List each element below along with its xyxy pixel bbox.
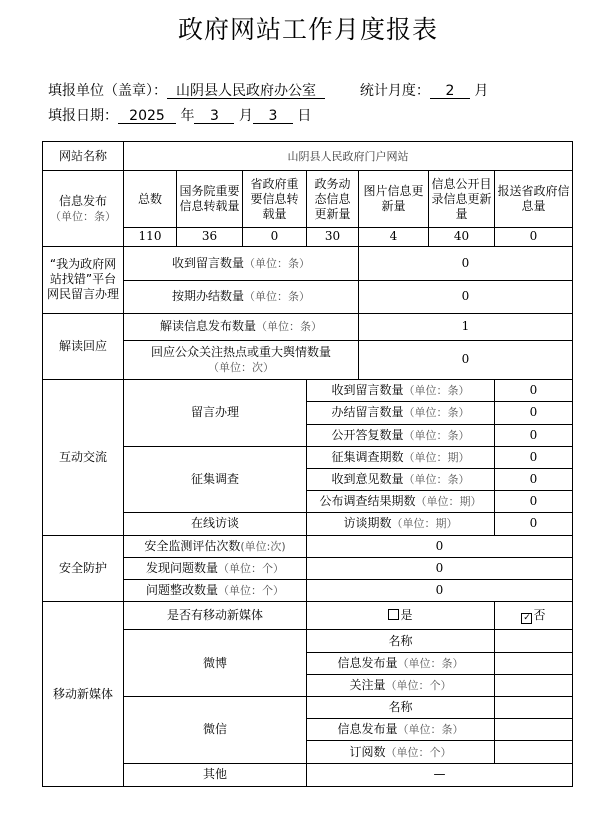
interaction-label: 互动交流 <box>43 380 124 535</box>
info-value-images: 4 <box>359 227 429 246</box>
weibo-name-label: 名称 <box>307 630 495 652</box>
security-row-label: 发现问题数量（单位：个） <box>124 557 307 579</box>
interaction-row-value: 0 <box>495 424 573 446</box>
month-suffix: 月 <box>474 83 489 99</box>
interaction-row-value: 0 <box>495 513 573 535</box>
mobile-label: 移动新媒体 <box>43 602 124 787</box>
received-count-value: 0 <box>359 246 573 280</box>
info-header-province: 省政府重要信息转载量 <box>243 171 307 228</box>
date-label: 填报日期： <box>48 108 118 124</box>
wechat-sub-value <box>495 741 573 763</box>
info-value-catalog: 40 <box>429 227 495 246</box>
weibo-follow-value <box>495 674 573 696</box>
month-unit: 月 <box>238 108 253 124</box>
info-value-report: 0 <box>495 227 573 246</box>
interaction-row-label: 公布调查结果期数（单位：期） <box>307 491 495 513</box>
info-publish-unit: （单位：条） <box>50 209 116 223</box>
security-row-value: 0 <box>307 580 573 602</box>
year-suffix: 年 <box>180 108 195 124</box>
site-name-label: 网站名称 <box>43 142 124 171</box>
has-mobile-label: 是否有移动新媒体 <box>124 602 307 630</box>
interaction-row-label: 公开答复数量（单位：条） <box>307 424 495 446</box>
info-value-total: 110 <box>124 227 177 246</box>
report-title: 政府网站工作月度报表 <box>177 15 438 44</box>
info-header-news: 政务动态信息更新量 <box>307 171 359 228</box>
header-line-1 <box>48 80 488 100</box>
interaction-row-value: 0 <box>495 380 573 402</box>
day-unit: 日 <box>297 108 312 124</box>
interpret-publish-label: 解读信息发布数量（单位：条） <box>124 313 359 340</box>
checkbox-yes-icon[interactable] <box>388 609 399 620</box>
has-mobile-yes[interactable]: 是 <box>307 602 495 630</box>
security-row-value: 0 <box>307 557 573 579</box>
weibo-publish-label: 信息发布量（单位：条） <box>307 652 495 674</box>
month-label: 统计月度： <box>359 83 430 99</box>
interaction-row-value: 0 <box>495 468 573 490</box>
interpret-label: 解读回应 <box>43 313 124 380</box>
weibo-label: 微博 <box>124 630 307 697</box>
weibo-name-value <box>495 630 573 652</box>
info-value-state-council: 36 <box>177 227 243 246</box>
security-row-label: 问题整改数量（单位：个） <box>124 580 307 602</box>
wechat-name-value <box>495 697 573 719</box>
info-value-news: 30 <box>307 227 359 246</box>
security-label: 安全防护 <box>43 535 124 602</box>
find-error-label: “我为政府网站找错”平台网民留言办理 <box>43 246 124 313</box>
info-header-catalog: 信息公开目录信息更新量 <box>429 171 495 228</box>
interview-label: 在线访谈 <box>124 513 307 535</box>
wechat-name-label: 名称 <box>307 697 495 719</box>
interaction-row-label: 收到留言数量（单位：条） <box>307 380 495 402</box>
wechat-label: 微信 <box>124 697 307 764</box>
interaction-row-value: 0 <box>495 491 573 513</box>
interpret-respond-value: 0 <box>359 340 573 379</box>
security-row-label: 安全监测评估次数(单位:次) <box>124 535 307 557</box>
date-month: 3 <box>194 109 234 124</box>
weibo-publish-value <box>495 652 573 674</box>
header-line-2 <box>48 105 311 125</box>
wechat-publish-label: 信息发布量（单位：条） <box>307 719 495 741</box>
interaction-row-label: 办结留言数量（单位：条） <box>307 402 495 424</box>
interaction-row-label: 征集调查期数（单位：期） <box>307 446 495 468</box>
interaction-row-value: 0 <box>495 402 573 424</box>
ontime-count-value: 0 <box>359 281 573 313</box>
month-value: 2 <box>430 84 470 99</box>
interpret-respond-label: 回应公众关注热点或重大舆情数量 （单位：次） <box>124 340 359 379</box>
unit-label: 填报单位（盖章）： <box>48 83 167 99</box>
ontime-count-label: 按期办结数量（单位：条） <box>124 281 359 313</box>
other-label: 其他 <box>124 763 307 786</box>
message-handling-label: 留言办理 <box>124 380 307 447</box>
interaction-row-value: 0 <box>495 446 573 468</box>
interaction-row-label: 收到意见数量（单位：条） <box>307 468 495 490</box>
received-count-label: 收到留言数量（单位：条） <box>124 246 359 280</box>
site-name-value: 山阴县人民政府门户网站 <box>124 142 573 171</box>
info-header-images: 图片信息更新量 <box>359 171 429 228</box>
has-mobile-no[interactable]: ✓ 否 <box>495 602 573 630</box>
info-header-total: 总数 <box>124 171 177 228</box>
info-publish-title: 信息发布 <box>58 193 107 208</box>
wechat-sub-label: 订阅数（单位：个） <box>307 741 495 763</box>
date-year: 2025 <box>118 109 176 124</box>
interaction-row-label: 访谈期数（单位：期） <box>307 513 495 535</box>
unit-value: 山阴县人民政府办公室 <box>167 84 325 99</box>
weibo-follow-label: 关注量（单位：个） <box>307 674 495 696</box>
wechat-publish-value <box>495 719 573 741</box>
survey-label: 征集调查 <box>124 446 307 513</box>
checkbox-checked-icon[interactable]: ✓ <box>523 613 531 624</box>
info-header-state-council: 国务院重要信息转载量 <box>177 171 243 228</box>
date-day: 3 <box>253 109 293 124</box>
report-table <box>42 141 573 787</box>
info-header-report: 报送省政府信息量 <box>495 171 573 228</box>
info-value-province: 0 <box>243 227 307 246</box>
interpret-publish-value: 1 <box>359 313 573 340</box>
other-value: — <box>307 763 573 786</box>
info-publish-label <box>43 171 124 247</box>
security-row-value: 0 <box>307 535 573 557</box>
